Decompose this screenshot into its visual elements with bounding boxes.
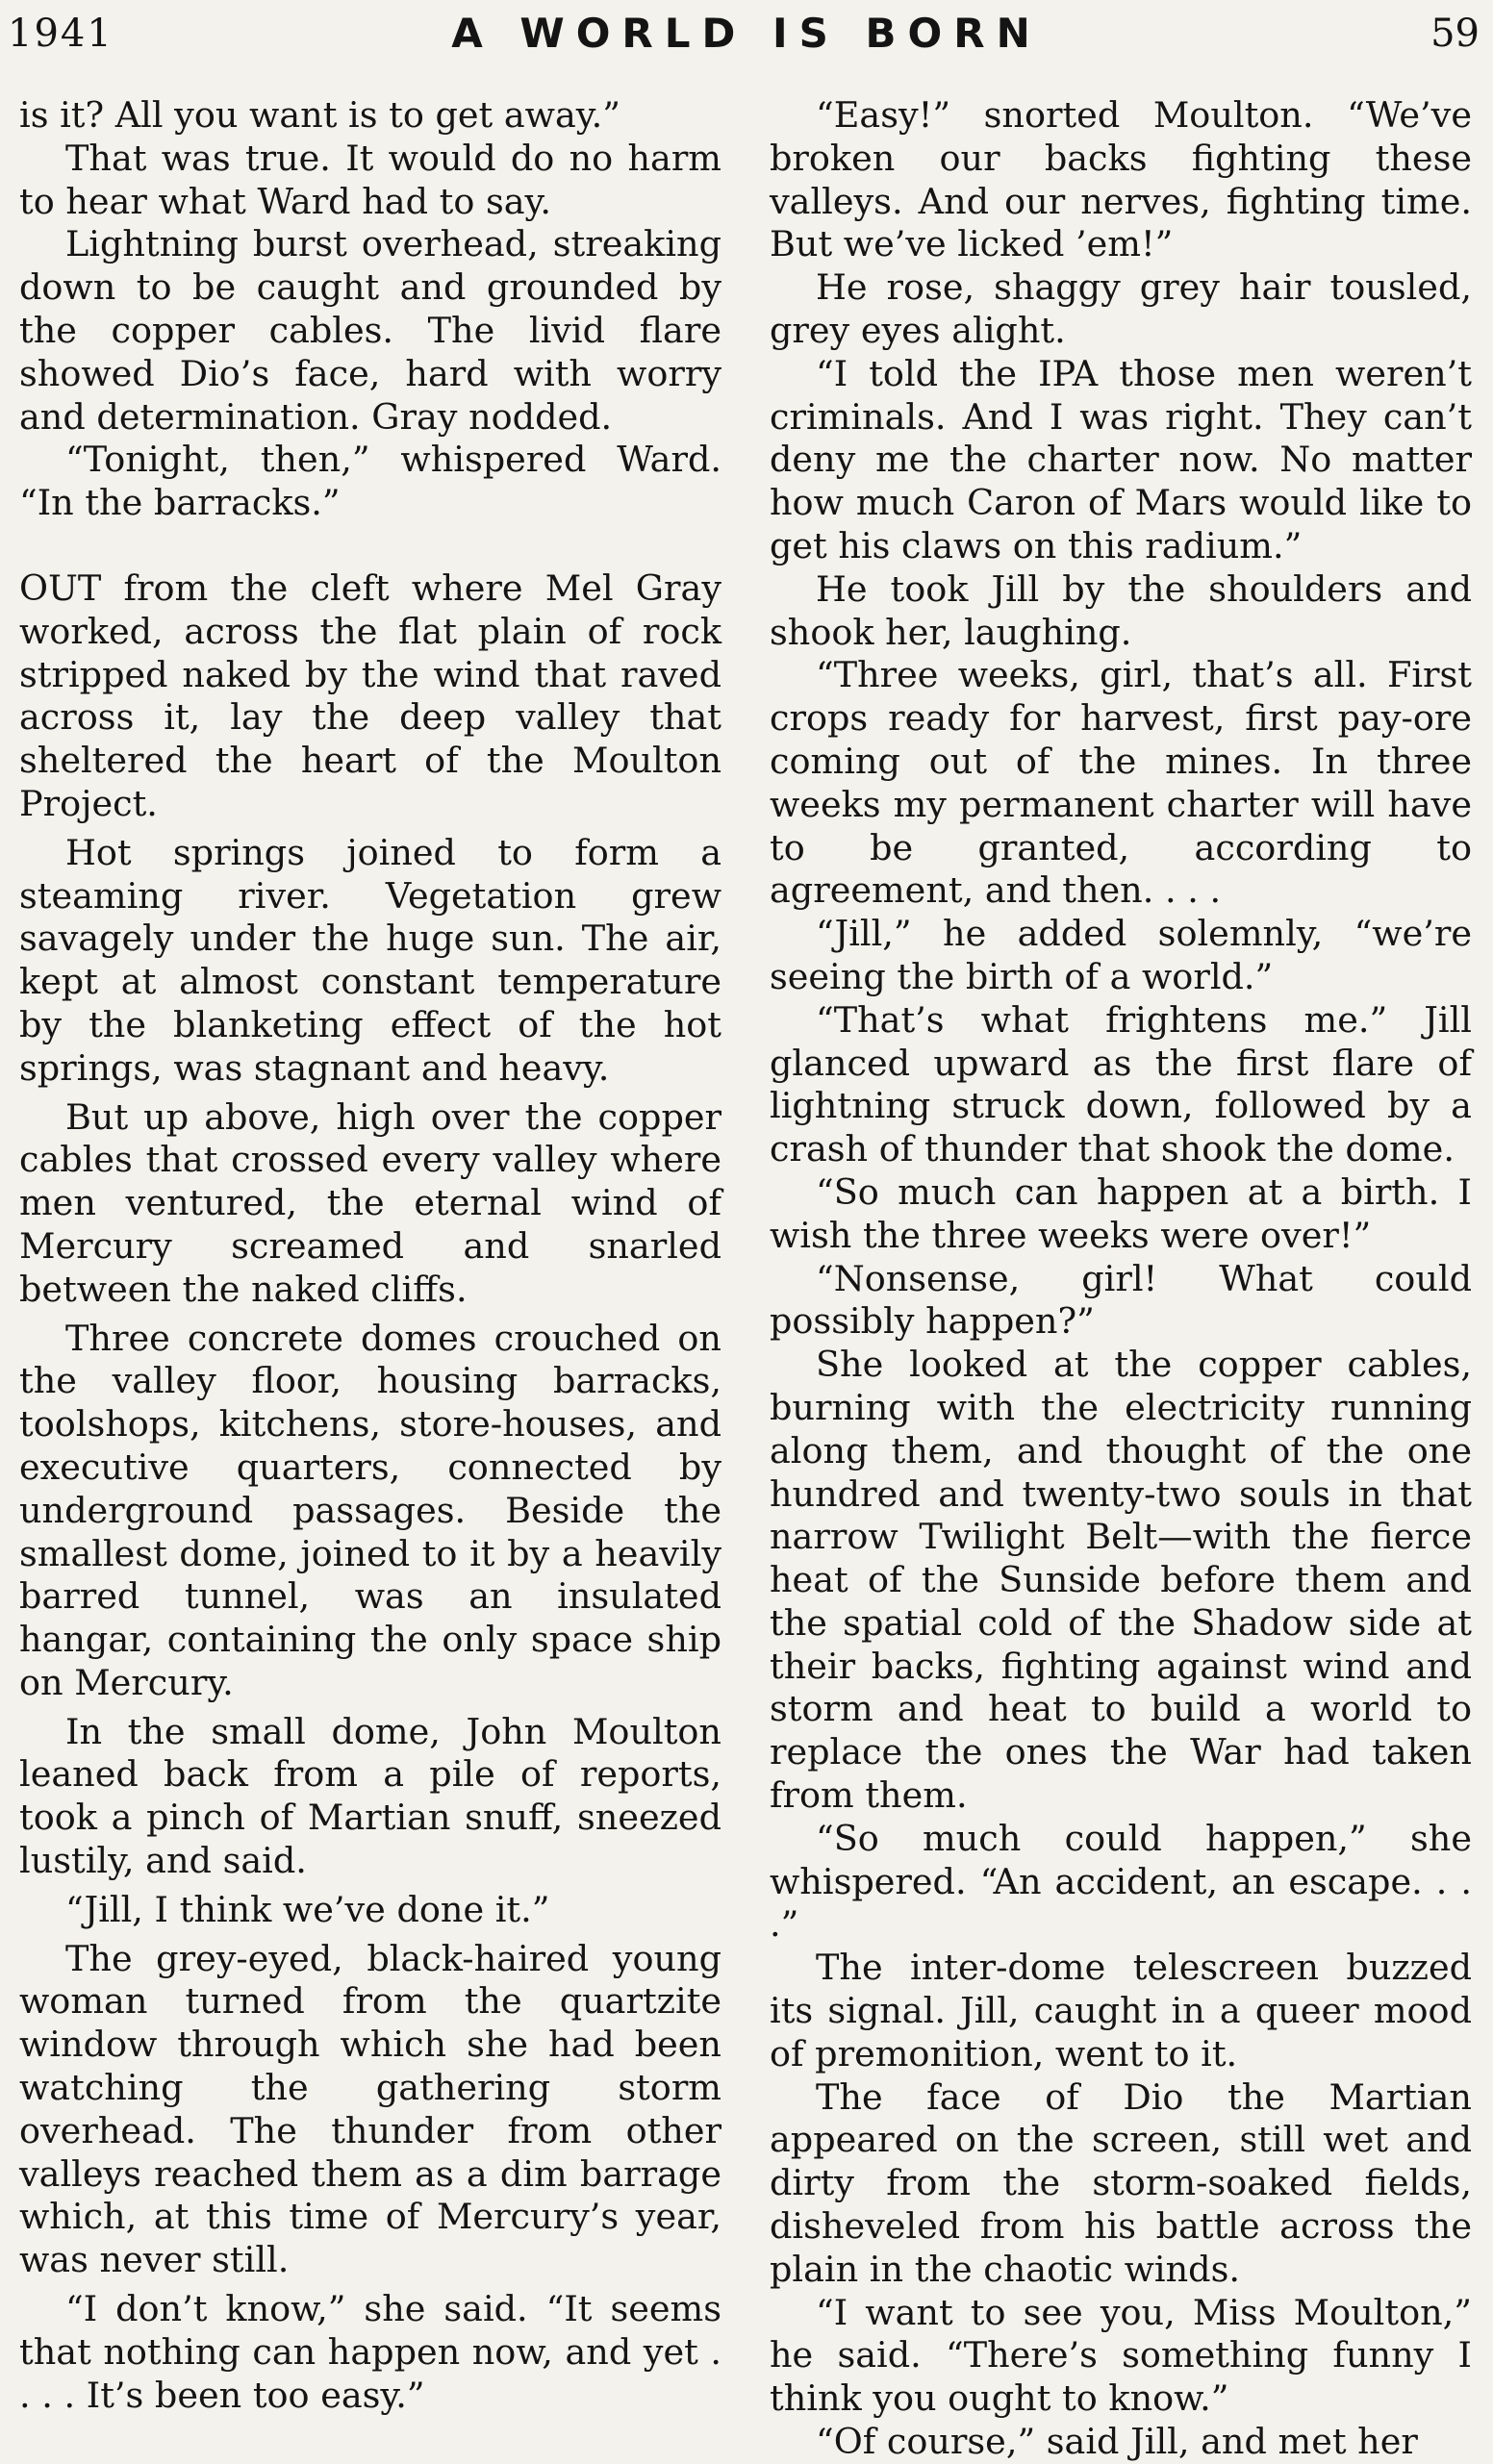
paragraph: In the small dome, John Moulton leaned back from a pile of reports, took a pinch of Martian snuff, sneezed lustily, and said.: [19, 1710, 721, 1882]
paragraph: “So much could happen,” she whispered. “An accident, an escape. . . .”: [770, 1817, 1472, 1946]
header-title: A WORLD IS BORN: [451, 10, 1042, 57]
paragraph: He took Jill by the shoulders and shook her, laughing.: [770, 567, 1472, 653]
paragraph: “Tonight, then,” whispered Ward. “In the barracks.”: [19, 439, 721, 524]
paragraph: “Nonsense, girl! What could possibly happen?”: [770, 1257, 1472, 1343]
paragraph: Hot springs joined to form a steaming river. Vegetation grew savagely under the huge sun. The air, kept at almost constant temperature by the blanketing effect of the hot springs, was stagnant and heavy.: [19, 831, 721, 1089]
paragraph: That was true. It would do no harm to hear what Ward had to say.: [19, 137, 721, 222]
paragraph: But up above, high over the copper cables that crossed every valley where men ventured, the eternal wind of Mercury screamed and snarled between the naked cliffs.: [19, 1095, 721, 1310]
paragraph: “Jill,” he added solemnly, “we’re seeing the birth of a world.”: [770, 913, 1472, 997]
paragraph: “Jill, I think we’ve done it.”: [65, 1888, 550, 1930]
paragraph: He rose, shaggy grey hair tousled, grey eyes alight.: [770, 266, 1472, 351]
paragraph: Three concrete domes crouched on the valley floor, housing barracks, toolshops, kitchens, store-houses, and executive quarters, connected by underground passages. Beside the smallest dome, joined to it by a heavily barred tunnel, was an insulated hangar, containing the only space ship on Mercury.: [19, 1317, 721, 1703]
paragraph: “I don’t know,” she said. “It seems that nothing can happen now, and yet . . . . It’s been too easy.”: [19, 2288, 721, 2416]
paragraph: “That’s what frightens me.” Jill glanced upward as the first flare of lightning struck down, followed by a crash of thunder that shook the dome.: [770, 998, 1472, 1170]
paragraph: “Three weeks, girl, that’s all. First crops ready for harvest, first pay-ore coming out of the mines. In three weeks my permanent charter will have to be granted, according to agreement, and then. . . .: [770, 654, 1472, 912]
paragraph: “Of course,” said Jill, and met her: [816, 2421, 1418, 2463]
paragraph: “I want to see you, Miss Moulton,” he said. “There’s something funny I think you ought to know.”: [770, 2291, 1472, 2420]
running-header: [0, 8, 1493, 65]
paragraph: “Easy!” snorted Moulton. “We’ve broken our backs fighting these valleys. And our nerves, fighting time. But we’ve licked ’em!”: [770, 94, 1472, 265]
paragraph: She looked at the copper cables, burning with the electricity running along them, and thought of the one hundred and twenty-two souls in that narrow Twilight Belt—with the fierce heat of the Sunside before them and the spatial cold of the Shadow side at their backs, fighting against wind and storm and heat to build a world to replace the ones the War had taken from them.: [770, 1344, 1472, 1817]
header-year: 1941: [8, 12, 114, 56]
paragraph: The face of Dio the Martian appeared on the screen, still wet and dirty from the storm-soaked fields, disheveled from his battle across the plain in the chaotic winds.: [770, 2075, 1472, 2290]
paragraph: “So much can happen at a birth. I wish the three weeks were over!”: [770, 1170, 1472, 1256]
page-number: 59: [1430, 12, 1480, 56]
paragraph: “I told the IPA those men weren’t criminals. And I was right. They can’t deny me the charter now. No matter how much Caron of Mars would like to get his claws on this radium.”: [770, 352, 1472, 566]
paragraph: Lightning burst overhead, streaking down to be caught and grounded by the copper cables. The livid flare showed Dio’s face, hard with worry and determination. Gray nodded.: [19, 223, 721, 438]
paragraph: The inter-dome telescreen buzzed its signal. Jill, caught in a queer mood of premonition, went to it.: [770, 1947, 1472, 2074]
section-opening-paragraph: OUT from the cleft where Mel Gray worked, across the flat plain of rock stripped naked by the wind that raved across it, lay the deep valley that sheltered the heart of the Moulton Project.: [19, 566, 721, 824]
left-column: [19, 94, 721, 2417]
paragraph: is it? All you want is to get away.”: [19, 94, 620, 136]
paragraph: The grey-eyed, black-haired young woman turned from the quartzite window through which she had been watching the gathering storm overhead. The thunder from other valleys reached them as a dim barrage which, at this time of Mercury’s year, was never still.: [19, 1937, 721, 2281]
right-column: [770, 94, 1472, 2464]
